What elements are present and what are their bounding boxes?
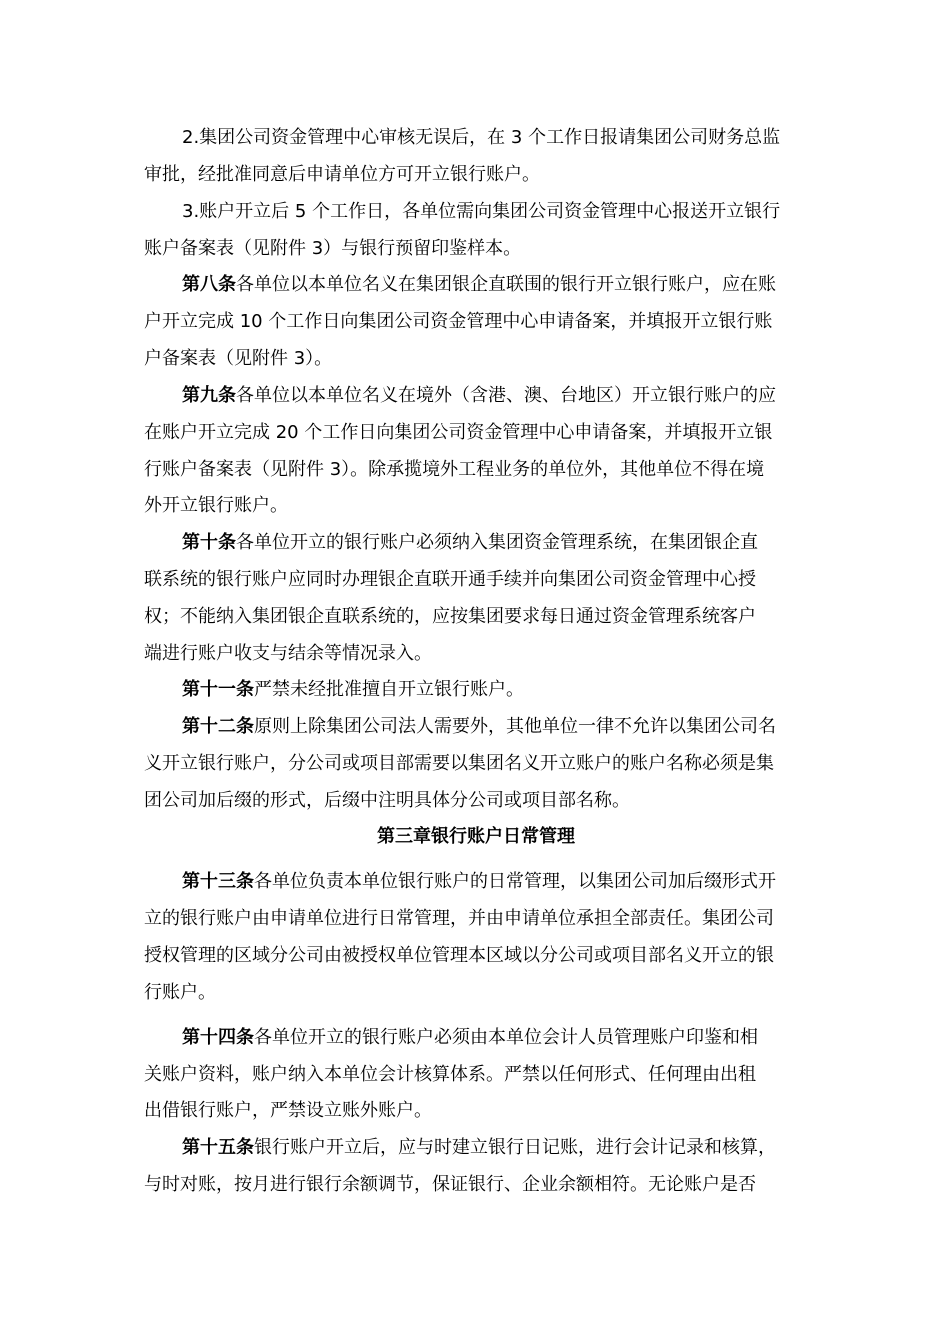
article-text: 严禁未经批准擅自开立银行账户。: [254, 679, 524, 700]
paragraph-line: 在账户开立完成 20 个工作日向集团公司资金管理中心申请备案，并填报开立银: [144, 422, 773, 443]
article-label: 第十条: [182, 532, 236, 553]
paragraph-line: 联系统的银行账户应同时办理银企直联开通手续并向集团公司资金管理中心授: [144, 569, 756, 590]
paragraph-line: 关账户资料，账户纳入本单位会计核算体系。严禁以任何形式、任何理由出租: [144, 1064, 756, 1085]
article-text: 各单位负责本单位银行账户的日常管理，以集团公司加后缀形式开: [254, 871, 776, 892]
article-13-line: [182, 870, 776, 894]
paragraph-line: 2.集团公司资金管理中心审核无误后，在 3 个工作日报请集团公司财务总监: [182, 127, 781, 148]
article-text: 各单位以本单位名义在境外（含港、澳、台地区）开立银行账户的应: [236, 385, 776, 406]
paragraph-line: 义开立银行账户，分公司或项目部需要以集团名义开立账户的账户名称必须是集: [144, 753, 774, 774]
paragraph-line: 立的银行账户由申请单位进行日常管理，并由申请单位承担全部责任。集团公司: [144, 908, 774, 929]
paragraph-line: 端进行账户收支与结余等情况录入。: [144, 643, 432, 664]
article-14-line: [182, 1026, 758, 1050]
article-9-line: [182, 384, 776, 408]
article-label: 第十五条: [182, 1137, 254, 1158]
paragraph-line: 审批，经批准同意后申请单位方可开立银行账户。: [144, 164, 540, 185]
paragraph-line: 团公司加后缀的形式，后缀中注明具体分公司或项目部名称。: [144, 790, 630, 811]
article-15-line: [182, 1136, 776, 1160]
chapter-heading: 第三章银行账户日常管理: [377, 826, 575, 847]
article-label: 第十三条: [182, 871, 254, 892]
paragraph-line: 授权管理的区域分公司由被授权单位管理本区域以分公司或项目部名义开立的银: [144, 945, 774, 966]
paragraph-line: 户开立完成 10 个工作日向集团公司资金管理中心申请备案，并填报开立银行账: [144, 311, 773, 332]
article-text: 原则上除集团公司法人需要外，其他单位一律不允许以集团公司名: [254, 716, 776, 737]
article-text: 各单位开立的银行账户必须由本单位会计人员管理账户印鉴和相: [254, 1027, 758, 1048]
article-text: 各单位开立的银行账户必须纳入集团资金管理系统，在集团银企直: [236, 532, 758, 553]
article-11-line: [182, 678, 524, 702]
paragraph-line: 行账户。: [144, 982, 216, 1003]
article-label: 第十二条: [182, 716, 254, 737]
article-text: 各单位以本单位名义在集团银企直联围的银行开立银行账户，应在账: [236, 274, 776, 295]
paragraph-line: 外开立银行账户。: [144, 495, 288, 516]
article-label: 第八条: [182, 274, 236, 295]
article-10-line: [182, 531, 758, 555]
paragraph-line: 与时对账，按月进行银行余额调节，保证银行、企业余额相符。无论账户是否: [144, 1174, 756, 1195]
article-label: 第九条: [182, 385, 236, 406]
article-8-line: [182, 273, 776, 297]
article-12-line: [182, 715, 776, 739]
article-label: 第十四条: [182, 1027, 254, 1048]
paragraph-line: 行账户备案表（见附件 3）。除承揽境外工程业务的单位外，其他单位不得在境: [144, 459, 765, 480]
paragraph-line: 出借银行账户，严禁设立账外账户。: [144, 1100, 432, 1121]
article-text: 银行账户开立后，应与时建立银行日记账，进行会计记录和核算，: [254, 1137, 776, 1158]
paragraph-line: 3.账户开立后 5 个工作日，各单位需向集团公司资金管理中心报送开立银行: [182, 201, 781, 222]
article-label: 第十一条: [182, 679, 254, 700]
paragraph-line: 账户备案表（见附件 3）与银行预留印鉴样本。: [144, 238, 522, 259]
paragraph-line: 户备案表（见附件 3）。: [144, 348, 333, 369]
paragraph-line: 权；不能纳入集团银企直联系统的，应按集团要求每日通过资金管理系统客户: [144, 606, 756, 627]
